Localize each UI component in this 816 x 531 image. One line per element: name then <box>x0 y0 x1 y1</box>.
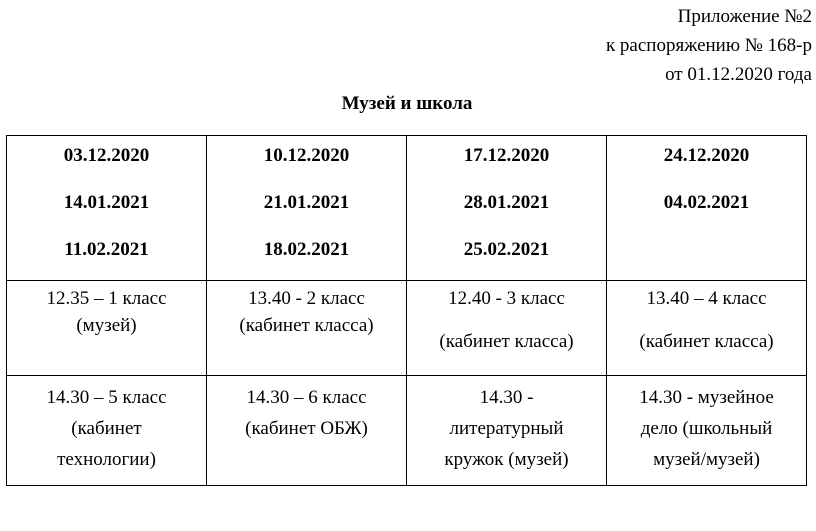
session-line: литературный <box>449 418 564 439</box>
session-time-class: 12.40 - 3 класс <box>448 288 565 309</box>
date: 18.02.2021 <box>263 239 350 260</box>
schedule-table <box>6 135 807 486</box>
session-line: 14.30 – 5 класс <box>46 387 167 408</box>
dates-cell-1 <box>7 136 207 281</box>
session-cell <box>207 376 407 486</box>
session-location: (кабинет класса) <box>439 331 574 352</box>
session-cell <box>7 376 207 486</box>
date: 14.01.2021 <box>63 192 150 213</box>
session-time-class: 13.40 - 2 класс <box>248 288 365 309</box>
session-line: кружок (музей) <box>444 449 569 470</box>
date: 03.12.2020 <box>63 145 150 166</box>
session-line: технологии) <box>57 449 156 470</box>
date: 17.12.2020 <box>463 145 550 166</box>
date: 10.12.2020 <box>263 145 350 166</box>
date: 24.12.2020 <box>663 145 750 166</box>
date: 21.01.2021 <box>263 192 350 213</box>
order-reference: к распоряжению № 168-р <box>605 35 812 56</box>
session-line: дело (школьный <box>640 418 773 439</box>
dates-row <box>7 136 807 281</box>
session-line: (кабинет <box>71 418 142 439</box>
session-location: (музей) <box>76 315 137 336</box>
session-line: (кабинет ОБЖ) <box>245 418 368 439</box>
dates-cell-2 <box>207 136 407 281</box>
date: 25.02.2021 <box>463 239 550 260</box>
session-line: 14.30 – 6 класс <box>246 387 367 408</box>
session-location: (кабинет класса) <box>639 331 774 352</box>
date: 11.02.2021 <box>64 239 149 260</box>
session-cell <box>407 376 607 486</box>
session-location: (кабинет класса) <box>239 315 374 336</box>
document-header <box>606 2 812 89</box>
date: 28.01.2021 <box>463 192 550 213</box>
session-row-1 <box>7 281 807 376</box>
session-row-2 <box>7 376 807 486</box>
document-title: Музей и школа <box>341 93 473 114</box>
session-line: 14.30 - музейное <box>639 387 774 408</box>
session-cell <box>407 281 607 376</box>
session-line: музей/музей) <box>653 449 760 470</box>
session-time-class: 12.35 – 1 класс <box>46 288 167 309</box>
session-cell <box>7 281 207 376</box>
session-cell <box>207 281 407 376</box>
session-time-class: 13.40 – 4 класс <box>646 288 767 309</box>
dates-cell-4 <box>607 136 807 281</box>
dates-cell-3 <box>407 136 607 281</box>
date: 04.02.2021 <box>663 192 750 213</box>
order-date: от 01.12.2020 года <box>665 64 812 85</box>
appendix-label: Приложение №2 <box>677 6 812 27</box>
session-cell <box>607 376 807 486</box>
session-cell <box>607 281 807 376</box>
session-line: 14.30 - <box>479 387 534 408</box>
